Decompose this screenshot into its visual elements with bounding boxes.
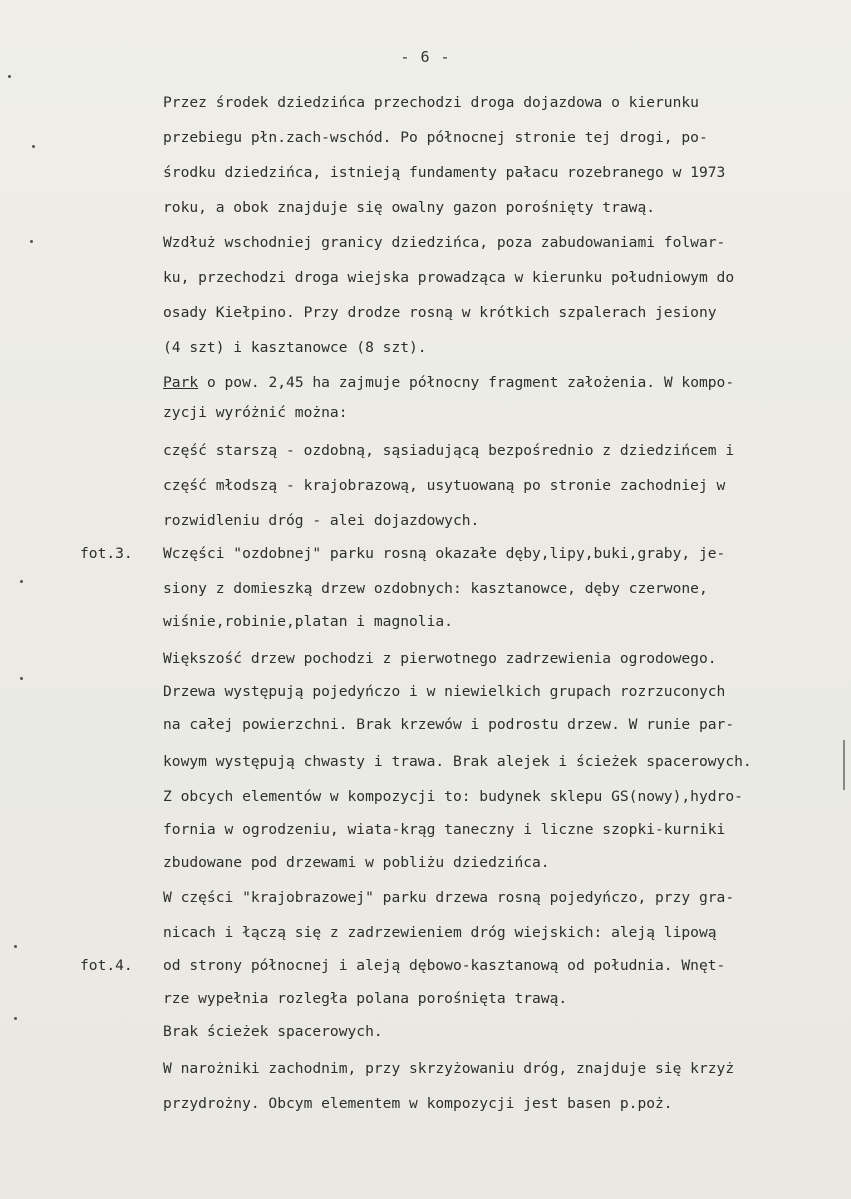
- text-line: kowym występują chwasty i trawa. Brak alejek i ścieżek spacerowych.: [163, 753, 752, 770]
- text-line: od strony północnej i aleją dębowo-kasztanową od południa. Wnęt-: [163, 957, 726, 974]
- text-line: siony z domieszką drzew ozdobnych: kasztanowce, dęby czerwone,: [163, 580, 708, 597]
- text-line: część starszą - ozdobną, sąsiadującą bezpośrednio z dziedzińcem i: [163, 442, 735, 459]
- text-line: rze wypełnia rozległa polana porośnięta trawą.: [163, 990, 568, 1007]
- scan-speck: [30, 240, 33, 243]
- scan-speck: [20, 580, 23, 583]
- text-line-park-rest: o pow. 2,45 ha zajmuje północny fragment założenia. W kompo-: [206, 374, 735, 391]
- scan-speck: [8, 75, 11, 78]
- scan-speck: [14, 945, 17, 948]
- text-line: nicach i łączą się z zadrzewieniem dróg wiejskich: aleją lipową: [163, 924, 717, 941]
- text-line: zycji wyróżnić można:: [163, 404, 348, 421]
- margin-note-fot4: fot.4.: [80, 957, 133, 974]
- text-line: część młodszą - krajobrazową, usytuowaną po stronie zachodniej w: [163, 477, 726, 494]
- scan-edge-mark: [843, 740, 845, 790]
- text-line: roku, a obok znajduje się owalny gazon porośnięty trawą.: [163, 199, 656, 216]
- text-line: Brak ścieżek spacerowych.: [163, 1023, 383, 1040]
- text-line: Wczęści "ozdobnej" parku rosną okazałe dęby,lipy,buki,graby, je-: [163, 545, 726, 562]
- text-line: Z obcych elementów w kompozycji to: budynek sklepu GS(nowy),hydro-: [163, 788, 743, 805]
- text-line: przebiegu płn.zach-wschód. Po północnej stronie tej drogi, po-: [163, 129, 708, 146]
- park-heading: Park: [163, 374, 199, 391]
- text-line: osady Kiełpino. Przy drodze rosną w krótkich szpalerach jesiony: [163, 304, 717, 321]
- page-number: - 6 -: [400, 48, 451, 66]
- text-line: fornia w ogrodzeniu, wiata-krąg taneczny i liczne szopki-kurniki: [163, 821, 726, 838]
- text-line: (4 szt) i kasztanowce (8 szt).: [163, 339, 427, 356]
- text-line: na całej powierzchni. Brak krzewów i podrostu drzew. W runie par-: [163, 716, 735, 733]
- text-line-park: [163, 373, 734, 393]
- text-line: W narożniki zachodnim, przy skrzyżowaniu dróg, znajduje się krzyż: [163, 1060, 735, 1077]
- scan-speck: [14, 1017, 17, 1020]
- text-line: ku, przechodzi droga wiejska prowadząca w kierunku południowym do: [163, 269, 735, 286]
- margin-note-fot3: fot.3.: [80, 545, 133, 562]
- text-line: zbudowane pod drzewami w pobliżu dziedzińca.: [163, 854, 550, 871]
- scan-speck: [20, 677, 23, 680]
- text-line: Drzewa występują pojedyńczo i w niewielkich grupach rozrzuconych: [163, 683, 726, 700]
- scan-speck: [32, 145, 35, 148]
- text-line: środku dziedzińca, istnieją fundamenty pałacu rozebranego w 1973: [163, 164, 726, 181]
- text-line: rozwidleniu dróg - alei dojazdowych.: [163, 512, 480, 529]
- text-line: wiśnie,robinie,platan i magnolia.: [163, 613, 453, 630]
- text-line: Wzdłuż wschodniej granicy dziedzińca, poza zabudowaniami folwar-: [163, 234, 726, 251]
- text-line: Przez środek dziedzińca przechodzi droga dojazdowa o kierunku: [163, 94, 699, 111]
- text-line: W części "krajobrazowej" parku drzewa rosną pojedyńczo, przy gra-: [163, 889, 735, 906]
- text-line: przydrożny. Obcym elementem w kompozycji jest basen p.poż.: [163, 1095, 673, 1112]
- text-line: Większość drzew pochodzi z pierwotnego zadrzewienia ogrodowego.: [163, 650, 717, 667]
